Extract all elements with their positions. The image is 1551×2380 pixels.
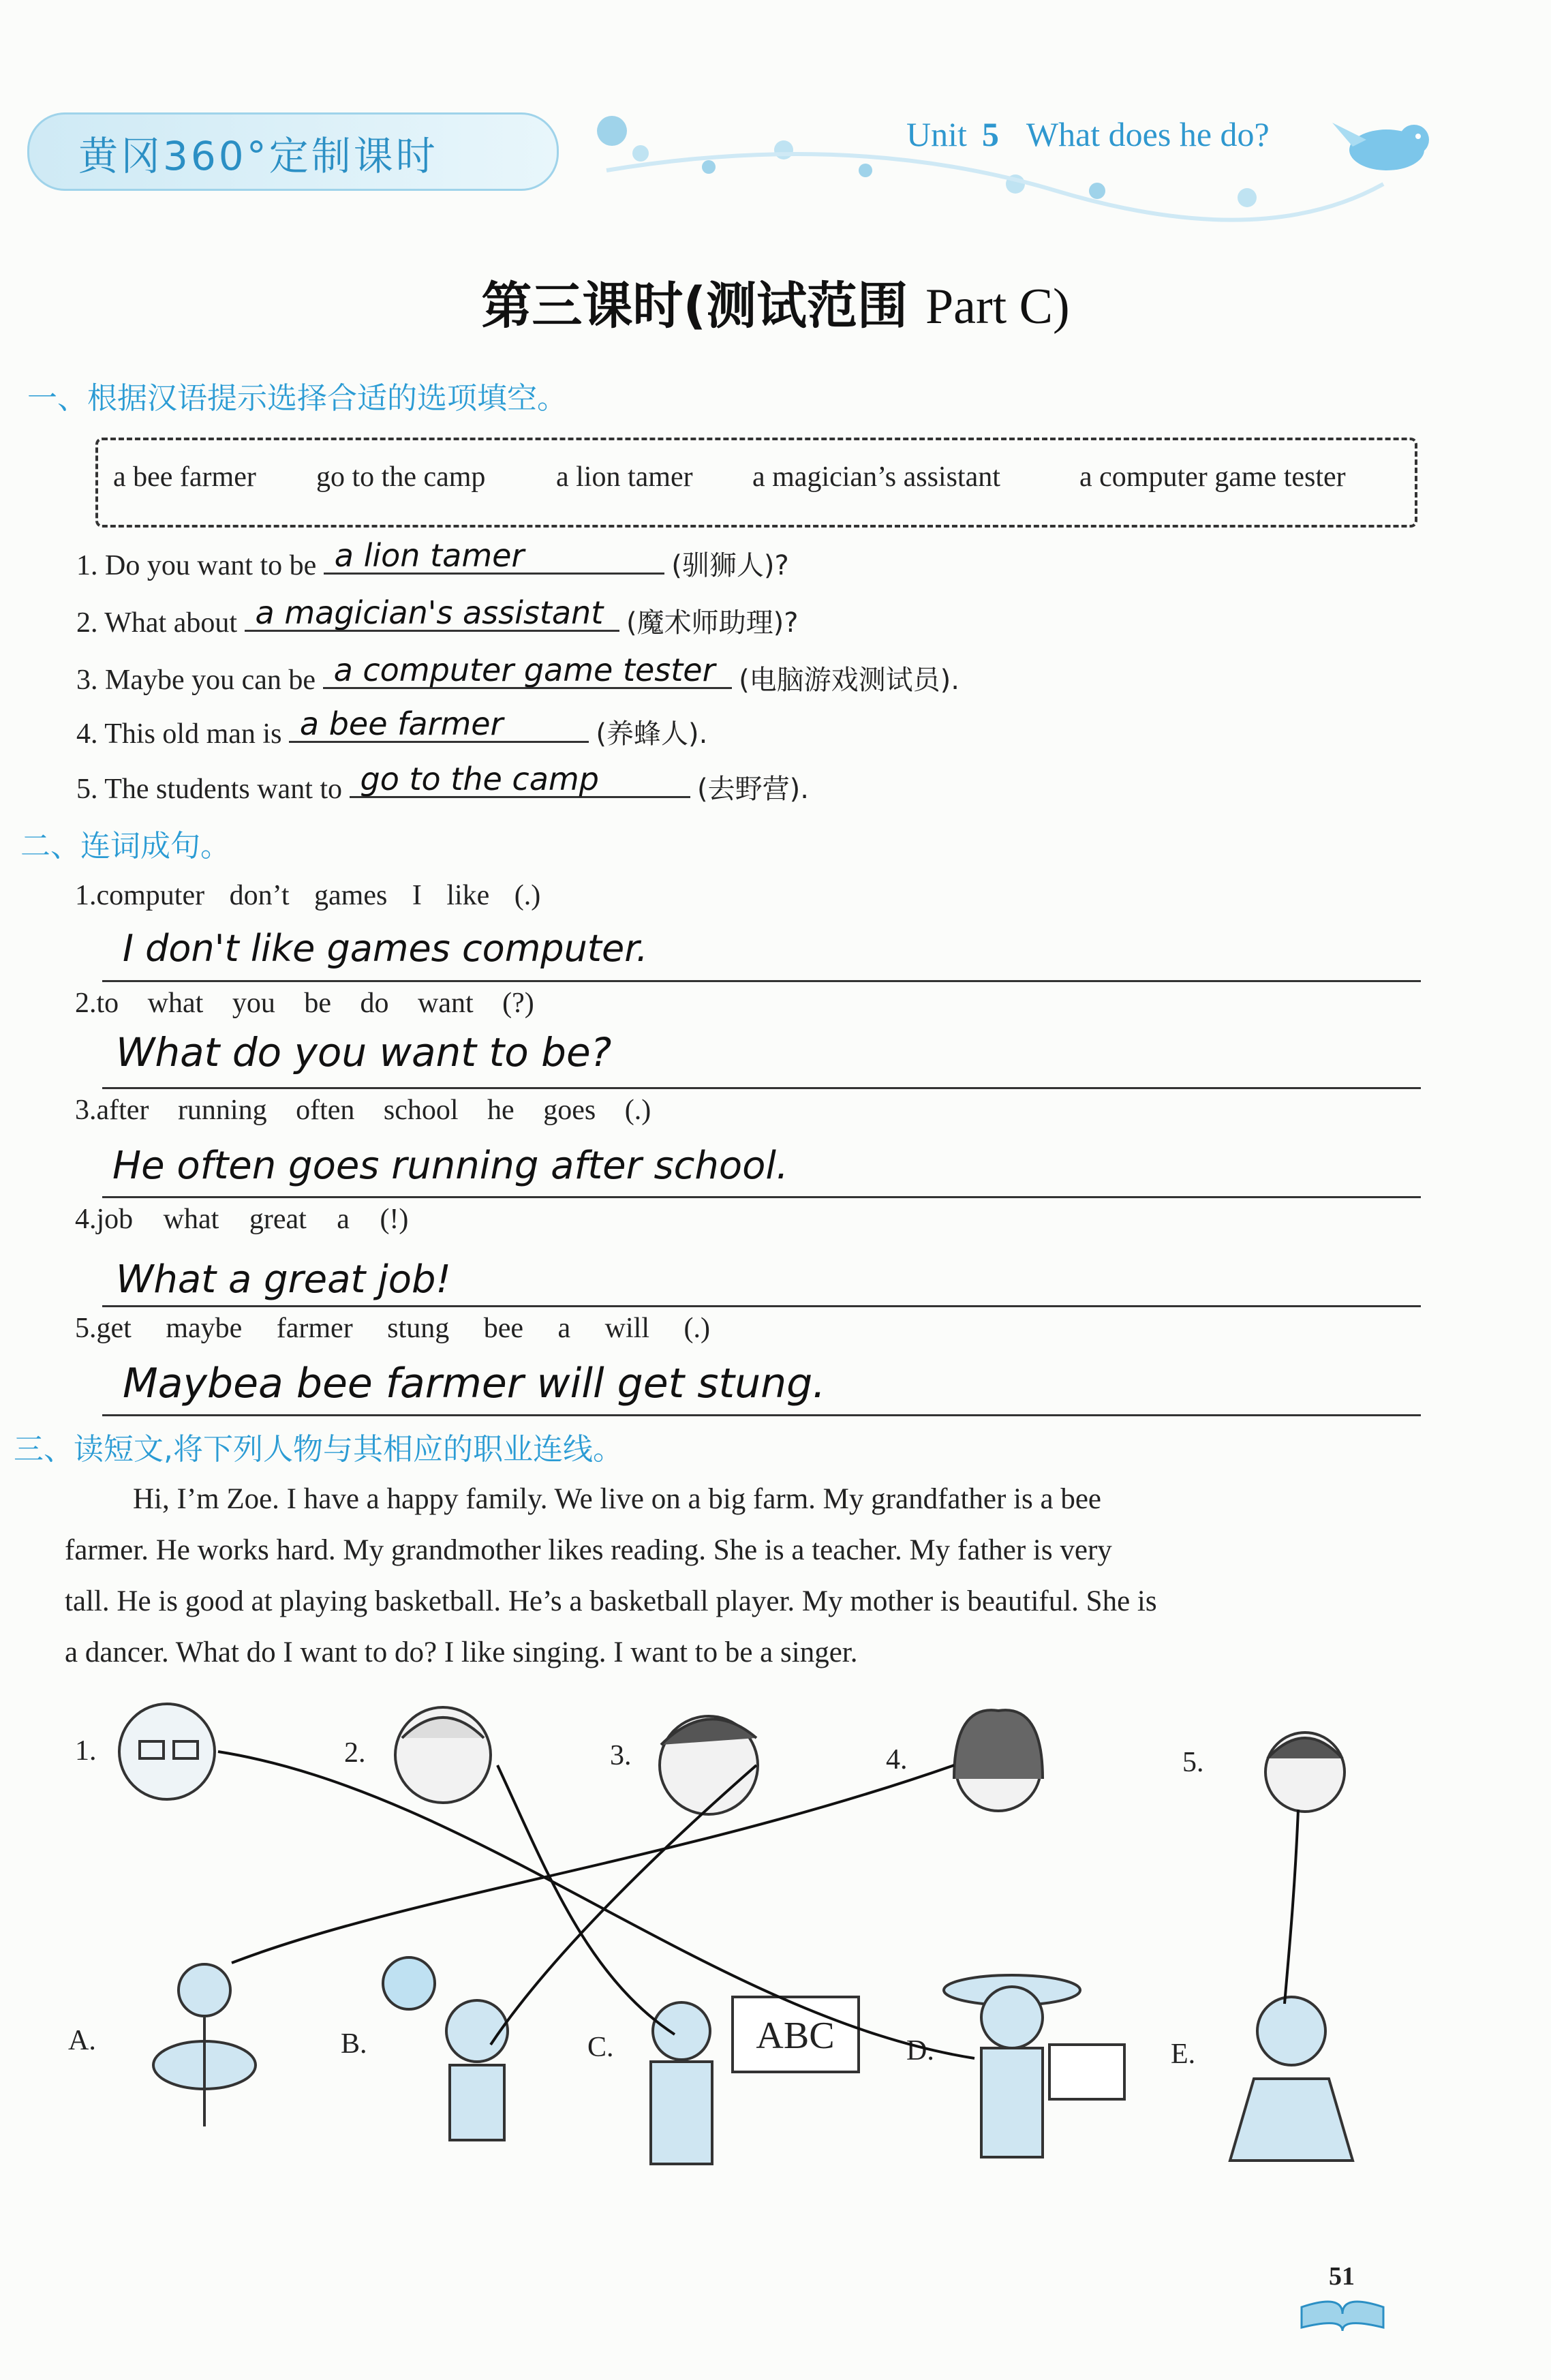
- handwritten-sentence: I don't like games computer.: [123, 927, 648, 970]
- word-option: a bee farmer: [113, 461, 256, 493]
- bird-icon: [1332, 109, 1441, 184]
- fill-question: 3. Maybe you can be a computer game tester (电脑游戏测试员).: [76, 652, 959, 696]
- job-letter: E.: [1171, 2039, 1196, 2070]
- word-option: a lion tamer: [556, 461, 693, 493]
- brand-banner: [27, 112, 559, 191]
- fill-question: 4. This old man is a bee farmer (养蜂人).: [76, 705, 708, 750]
- job-letter: D.: [906, 2035, 934, 2066]
- answer-line[interactable]: [102, 1414, 1421, 1416]
- title-latin: Part C): [925, 279, 1070, 335]
- answer-blank[interactable]: [324, 537, 664, 575]
- page-title: [0, 266, 1551, 338]
- girl-portrait: [1265, 1733, 1345, 1812]
- person-number: 2.: [344, 1737, 366, 1769]
- person-number: 4.: [886, 1744, 908, 1775]
- scrambled-words: 4.job what great a (!): [75, 1204, 409, 1235]
- word-option: a magician’s assistant: [752, 461, 1000, 493]
- bee-farmer-figure: [944, 1975, 1124, 2157]
- handwritten-sentence: What a great job!: [116, 1257, 451, 1302]
- unit-title: What does he do?: [1026, 115, 1270, 153]
- handwritten-answer: a lion tamer: [334, 537, 525, 574]
- answer-line[interactable]: [102, 1196, 1421, 1198]
- job-letter: C.: [587, 2032, 614, 2063]
- board-text: ABC: [756, 2015, 835, 2057]
- fill-question: 1. Do you want to be a lion tamer (驯狮人)?: [76, 537, 789, 581]
- matching-illustrations: [0, 1690, 1551, 2181]
- section3-heading: 三、读短文,将下列人物与其相应的职业连线。: [14, 1432, 623, 1467]
- scrambled-words: 2.to what you be do want (?): [75, 988, 534, 1019]
- answer-blank[interactable]: [289, 705, 589, 743]
- scrambled-words: 1.computer don’t games I like (.): [75, 880, 541, 911]
- answer-line[interactable]: [102, 1087, 1421, 1089]
- handwritten-sentence: What do you want to be?: [116, 1029, 612, 1075]
- job-letter: B.: [341, 2028, 367, 2060]
- scrambled-words: 3.after running often school he goes (.): [75, 1095, 651, 1126]
- person-number: 3.: [610, 1740, 632, 1771]
- unit-number: 5: [981, 115, 999, 153]
- answer-blank[interactable]: [323, 652, 732, 689]
- word-option: a computer game tester: [1079, 461, 1346, 493]
- section1-heading: 一、根据汉语提示选择合适的选项填空。: [27, 381, 567, 416]
- section2-heading: 二、连词成句。: [20, 829, 230, 864]
- fill-question: 2. What about a magician's assistant (魔术师助理)?: [76, 594, 799, 639]
- dancer-figure: [153, 1964, 256, 2126]
- singer-figure: [1230, 1997, 1353, 2161]
- person-number: 1.: [75, 1735, 97, 1767]
- book-icon: [1295, 2293, 1390, 2334]
- unit-header: [906, 115, 1270, 154]
- reading-passage: [65, 1474, 1414, 1678]
- job-letter: A.: [68, 2025, 96, 2056]
- word-bank: [95, 438, 1417, 528]
- page-number: 51: [1329, 2262, 1355, 2291]
- passage-line: a dancer. What do I want to do? I like singing. I want to be a singer.: [65, 1636, 858, 1668]
- handwritten-answer: go to the camp: [360, 761, 599, 797]
- grandmother-portrait: [395, 1707, 491, 1803]
- title-chinese: 第三课时(测试范围: [481, 277, 908, 335]
- answer-blank[interactable]: [245, 594, 619, 632]
- fill-question: 5. The students want to go to the camp (去野营).: [76, 761, 809, 805]
- answer-blank[interactable]: [350, 761, 690, 798]
- mother-portrait: [954, 1710, 1043, 1811]
- word-option: go to the camp: [316, 461, 486, 493]
- basketball-player-figure: [383, 1957, 508, 2140]
- grandfather-portrait: [119, 1704, 215, 1799]
- brand-title: 黄冈360°定制课时: [78, 133, 438, 179]
- answer-line[interactable]: [102, 1305, 1421, 1307]
- handwritten-answer: a computer game tester: [333, 652, 716, 688]
- scrambled-words: 5.get maybe farmer stung bee a will (.): [75, 1313, 710, 1344]
- handwritten-answer: a bee farmer: [299, 705, 504, 742]
- handwritten-sentence: Maybea bee farmer will get stung.: [123, 1360, 826, 1407]
- father-portrait: [660, 1716, 758, 1814]
- answer-line[interactable]: [102, 980, 1421, 982]
- handwritten-answer: a magician's assistant: [255, 594, 604, 631]
- person-number: 5.: [1182, 1747, 1204, 1778]
- passage-line: farmer. He works hard. My grandmother likes reading. She is a teacher. My father is very: [65, 1534, 1112, 1566]
- passage-line: Hi, I’m Zoe. I have a happy family. We live on a big farm. My grandfather is a bee: [133, 1483, 1102, 1515]
- handwritten-sentence: He often goes running after school.: [112, 1144, 788, 1188]
- unit-label: Unit: [906, 115, 967, 153]
- passage-line: tall. He is good at playing basketball. He’s a basketball player. My mother is beautiful. She is: [65, 1585, 1157, 1617]
